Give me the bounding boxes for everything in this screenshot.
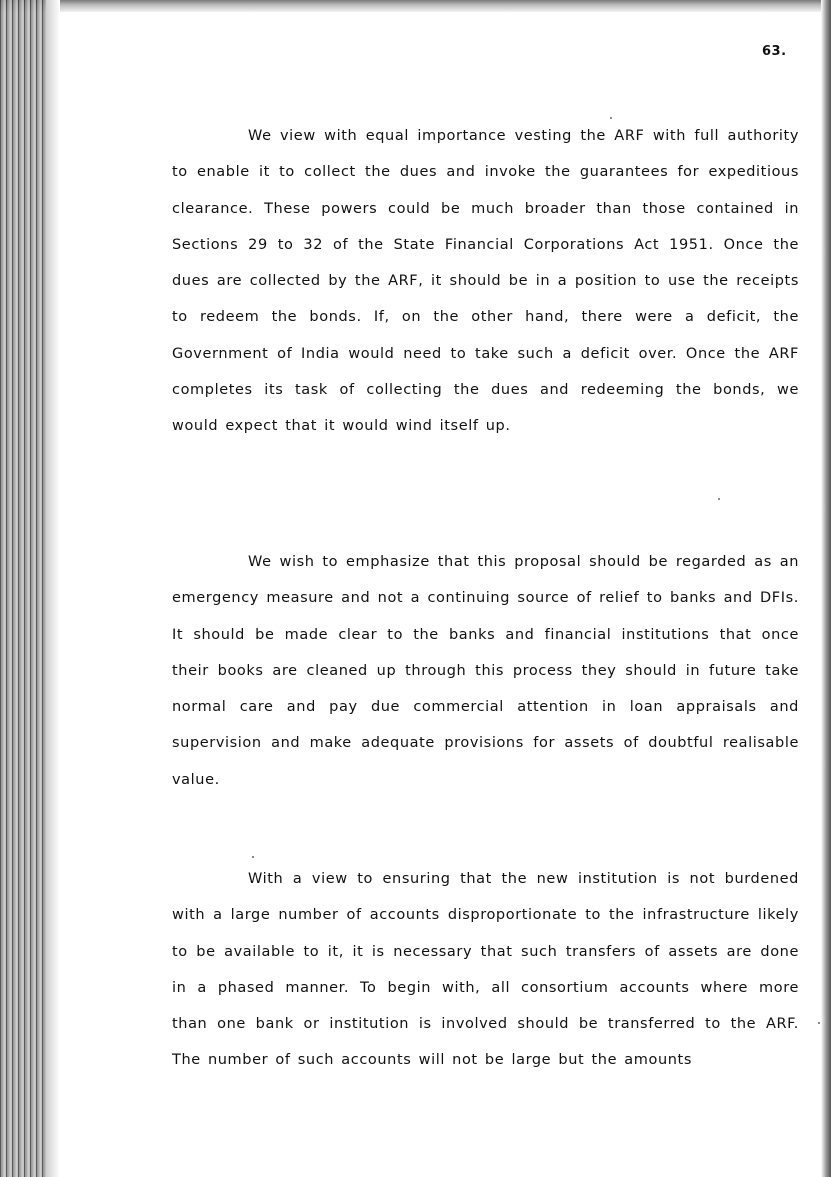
scan-binding-edge bbox=[0, 0, 46, 1177]
page-number: 63. bbox=[762, 44, 787, 59]
scan-binding-shadow bbox=[46, 0, 60, 1177]
scan-top-edge bbox=[0, 0, 831, 12]
scan-speck bbox=[818, 1022, 820, 1024]
paragraph-phased-transfer: With a view to ensuring that the new institution is not burdened with a large number of accounts disproportionate to the infrastructure likely to be available to it, it is necessary that such transfers of assets are done in a phased manner. To begin with, all consortium accounts where more than one bank or institution is involved should be transferred to the ARF. The number of such accounts will not be large but the amounts bbox=[172, 871, 799, 1069]
scan-right-edge bbox=[821, 0, 831, 1177]
scan-speck bbox=[718, 498, 720, 500]
paragraph-emergency-measure: We wish to emphasize that this proposal should be regarded as an emergency measure and not a continuing source of relief to banks and DFIs. It should be made clear to the banks and financial institutions that once their books are cleaned up through this process they should in future take normal care and pay due commercial attention in loan appraisals and supervision and make adequate provisions for assets of doubtful realisable value. bbox=[172, 554, 799, 788]
scan-speck bbox=[610, 117, 612, 119]
scan-speck bbox=[252, 856, 254, 858]
paragraph-arf-authority: We view with equal importance vesting the ARF with full authority to enable it to collect the dues and invoke the guarantees for expeditious clearance. These powers could be much broader than those contained in Sections 29 to 32 of the State Financial Corporations Act 1951. Once the dues are collected by the ARF, it should be in a position to use the receipts to redeem the bonds. If, on the other hand, there were a deficit, the Government of India would need to take such a deficit over. Once the ARF completes its task of collecting the dues and redeeming the bonds, we would expect that it would wind itself up. bbox=[172, 128, 799, 435]
